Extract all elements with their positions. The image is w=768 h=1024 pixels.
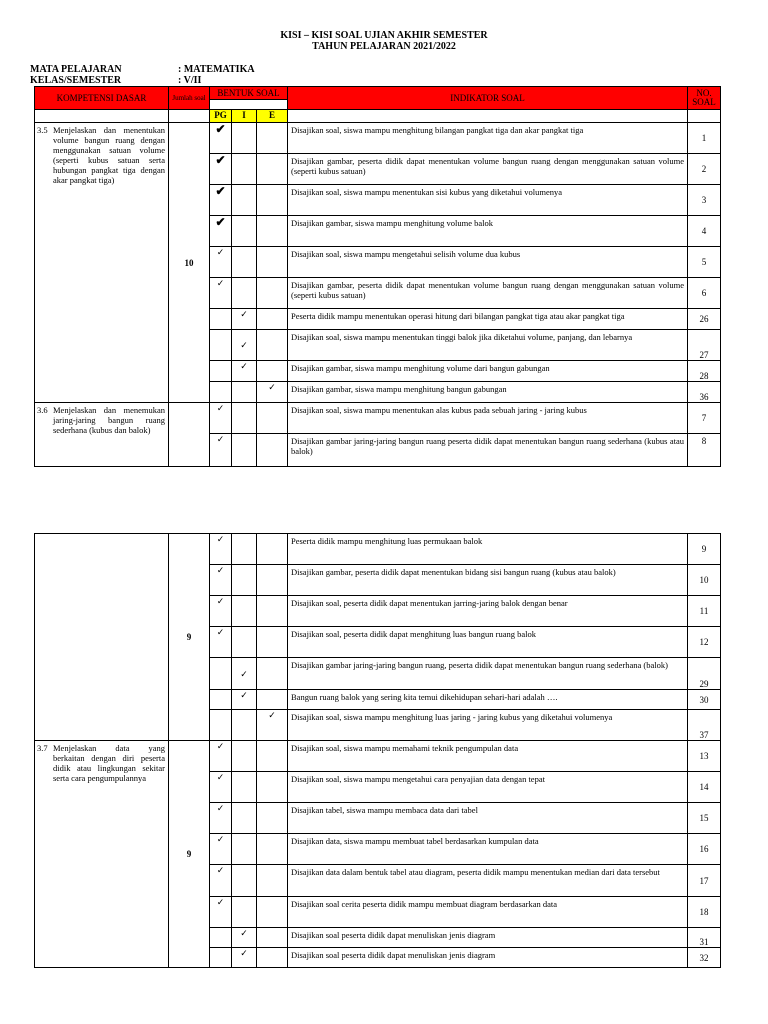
no-soal: 26 [688, 309, 721, 330]
pg-check-icon: ✓ [210, 565, 232, 596]
pg-check-icon: ✔ [210, 123, 232, 154]
indikator-text: Disajikan soal, siswa mampu menentukan sisi kubus yang diketahui volumenya [288, 185, 688, 216]
no-soal: 5 [688, 247, 721, 278]
header-i: I [232, 110, 257, 123]
indikator-text: Disajikan soal, siswa mampu memahami teknik pengumpulan data [288, 741, 688, 772]
indikator-text: Disajikan tabel, siswa mampu membaca data dari tabel [288, 803, 688, 834]
indikator-text: Disajikan soal, peserta didik dapat menentukan jarring-jaring balok dengan benar [288, 596, 688, 627]
jumlah-soal-value: 10 [169, 123, 210, 403]
header-pg: PG [210, 110, 232, 123]
no-soal: 15 [688, 803, 721, 834]
document-title [0, 30, 768, 52]
no-soal: 27 [688, 330, 721, 361]
indikator-text: Disajikan data, siswa mampu membuat tabel berdasarkan kumpulan data [288, 834, 688, 865]
indikator-text: Disajikan soal, peserta didik dapat menghitung luas bangun ruang balok [288, 627, 688, 658]
i-check-icon: ✓ [232, 658, 257, 690]
jumlah-soal-value: 9 [169, 534, 210, 741]
no-soal: 11 [688, 596, 721, 627]
title-line-1: KISI – KISI SOAL UJIAN AKHIR SEMESTER [280, 30, 488, 41]
i-check-icon: ✓ [232, 330, 257, 361]
indikator-text: Disajikan soal, siswa mampu menentukan alas kubus pada sebuah jaring - jaring kubus [288, 403, 688, 434]
kd-number: 3.6 [37, 405, 48, 415]
kd-cell-empty [35, 534, 169, 741]
pg-check-icon: ✓ [210, 596, 232, 627]
title-line-2: TAHUN PELAJARAN 2021/2022 [312, 41, 456, 52]
indikator-text: Disajikan gambar, peserta didik dapat menentukan volume bangun ruang dengan menggunakan satuan volume (seperti kubus satuan) [288, 278, 688, 309]
header-e: E [257, 110, 288, 123]
indikator-text: Peserta didik mampu menentukan operasi hitung dari bilangan pangkat tiga atau akar pangkat tiga [288, 309, 688, 330]
pg-check-icon: ✓ [210, 803, 232, 834]
jumlah-soal-value: 9 [169, 741, 210, 968]
indikator-text: Disajikan soal, siswa mampu menghitung luas jaring - jaring kubus yang diketahui volumenya [288, 710, 688, 741]
indikator-text: Disajikan soal peserta didik dapat menuliskan jenis diagram [288, 928, 688, 948]
pg-check-icon: ✓ [210, 534, 232, 565]
pg-check-icon: ✓ [210, 897, 232, 928]
indikator-text: Disajikan gambar, siswa mampu menghitung volume balok [288, 216, 688, 247]
i-check-icon: ✓ [232, 309, 257, 330]
kd-cell [35, 123, 169, 403]
no-soal: 18 [688, 897, 721, 928]
pg-check-icon: ✔ [210, 185, 232, 216]
no-soal: 1 [688, 123, 721, 154]
no-soal: 4 [688, 216, 721, 247]
no-soal: 37 [688, 710, 721, 741]
indikator-text: Disajikan soal, siswa mampu mengetahui selisih volume dua kubus [288, 247, 688, 278]
indikator-text: Disajikan soal cerita peserta didik mampu membuat diagram berdasarkan data [288, 897, 688, 928]
no-soal: 8 [688, 434, 721, 467]
i-check-icon: ✓ [232, 690, 257, 710]
meta-subject [30, 64, 255, 75]
pg-check-icon: ✔ [210, 216, 232, 247]
kd-text: Menjelaskan data yang berkaitan dengan diri peserta didik atau lingkungan sekitar serta cara pengumpulannya [53, 743, 165, 783]
indikator-text: Disajikan data dalam bentuk tabel atau diagram, peserta didik mampu menentukan median dari data tersebut [288, 865, 688, 897]
kd-cell [35, 741, 169, 968]
no-soal: 16 [688, 834, 721, 865]
no-soal: 29 [688, 658, 721, 690]
i-check-icon: ✓ [232, 948, 257, 968]
header-kompetensi-dasar: KOMPETENSI DASAR [35, 87, 169, 110]
indikator-text: Disajikan soal, siswa mampu menghitung bilangan pangkat tiga dan akar pangkat tiga [288, 123, 688, 154]
kd-text: Menjelaskan dan menemukan jaring-jaring bangun ruang sederhana (kubus dan balok) [53, 405, 165, 435]
pg-check-icon: ✓ [210, 772, 232, 803]
no-soal: 9 [688, 534, 721, 565]
indikator-text: Bangun ruang balok yang sering kita temui dikehidupan sehari-hari adalah …. [288, 690, 688, 710]
no-soal: 31 [688, 928, 721, 948]
pg-check-icon: ✓ [210, 247, 232, 278]
indikator-text: Disajikan gambar, peserta didik dapat menentukan bidang sisi bangun ruang (kubus atau balok) [288, 565, 688, 596]
pg-check-icon: ✓ [210, 865, 232, 897]
class-value: : V/II [178, 75, 202, 86]
no-soal: 32 [688, 948, 721, 968]
no-soal: 3 [688, 185, 721, 216]
pg-check-icon: ✓ [210, 741, 232, 772]
pg-check-icon: ✓ [210, 627, 232, 658]
pg-check-icon: ✓ [210, 403, 232, 434]
kd-number: 3.7 [37, 743, 48, 753]
table-row [35, 123, 721, 154]
indikator-text: Disajikan soal peserta didik dapat menuliskan jenis diagram [288, 948, 688, 968]
pg-check-icon: ✔ [210, 154, 232, 185]
header-jumlah-soal: Jumlah soal [169, 87, 210, 110]
no-soal: 10 [688, 565, 721, 596]
pg-check-icon: ✓ [210, 434, 232, 467]
header-bentuk-soal: BENTUK SOAL [210, 87, 288, 100]
subject-value: : MATEMATIKA [178, 64, 255, 75]
table-row [35, 403, 721, 434]
no-soal: 14 [688, 772, 721, 803]
indikator-text: Disajikan gambar jaring-jaring bangun ruang, peserta didik dapat menentukan bangun ruang sederhana (balok) [288, 658, 688, 690]
no-soal: 12 [688, 627, 721, 658]
no-soal: 17 [688, 865, 721, 897]
meta-class [30, 75, 202, 86]
no-soal: 13 [688, 741, 721, 772]
no-soal: 6 [688, 278, 721, 309]
no-soal: 7 [688, 403, 721, 434]
kd-text: Menjelaskan dan menentukan volume bangun ruang dengan menggunakan satuan volume (seperti kubus satuan serta hubungan pangkat tiga dengan akar pangkat tiga) [53, 125, 165, 185]
indikator-text: Disajikan gambar, peserta didik dapat menentukan volume bangun ruang dengan menggunakan satuan volume (seperti kubus satuan) [288, 154, 688, 185]
subject-label: MATA PELAJARAN [30, 64, 122, 75]
table-row [35, 534, 721, 565]
pg-check-icon: ✓ [210, 834, 232, 865]
indikator-text: Peserta didik mampu menghitung luas permukaan balok [288, 534, 688, 565]
kisi-table-page1 [34, 86, 721, 467]
header-indikator-soal: INDIKATOR SOAL [288, 87, 688, 110]
header-no-soal: NO. SOAL [688, 87, 721, 110]
kisi-table-page2 [34, 533, 721, 968]
no-soal: 36 [688, 382, 721, 403]
no-soal: 28 [688, 361, 721, 382]
table-row [35, 741, 721, 772]
no-soal: 30 [688, 690, 721, 710]
indikator-text: Disajikan soal, siswa mampu mengetahui cara penyajian data dengan tepat [288, 772, 688, 803]
i-check-icon: ✓ [232, 361, 257, 382]
indikator-text: Disajikan soal, siswa mampu menentukan tinggi balok jika diketahui volume, panjang, dan lebarnya [288, 330, 688, 361]
no-soal: 2 [688, 154, 721, 185]
pg-check-icon: ✓ [210, 278, 232, 309]
class-label: KELAS/SEMESTER [30, 75, 122, 86]
kd-number: 3.5 [37, 125, 48, 135]
indikator-text: Disajikan gambar jaring-jaring bangun ruang peserta didik dapat menentukan bangun ruang sederhana (kubus atau balok) [288, 434, 688, 467]
i-check-icon: ✓ [232, 928, 257, 948]
header-row [35, 87, 721, 100]
indikator-text: Disajikan gambar, siswa mampu menghitung volume dari bangun gabungan [288, 361, 688, 382]
e-check-icon: ✓ [257, 710, 288, 741]
subheader-row [35, 110, 721, 123]
e-check-icon: ✓ [257, 382, 288, 403]
kd-cell [35, 403, 169, 467]
indikator-text: Disajikan gambar, siswa mampu menghitung bangun gabungan [288, 382, 688, 403]
